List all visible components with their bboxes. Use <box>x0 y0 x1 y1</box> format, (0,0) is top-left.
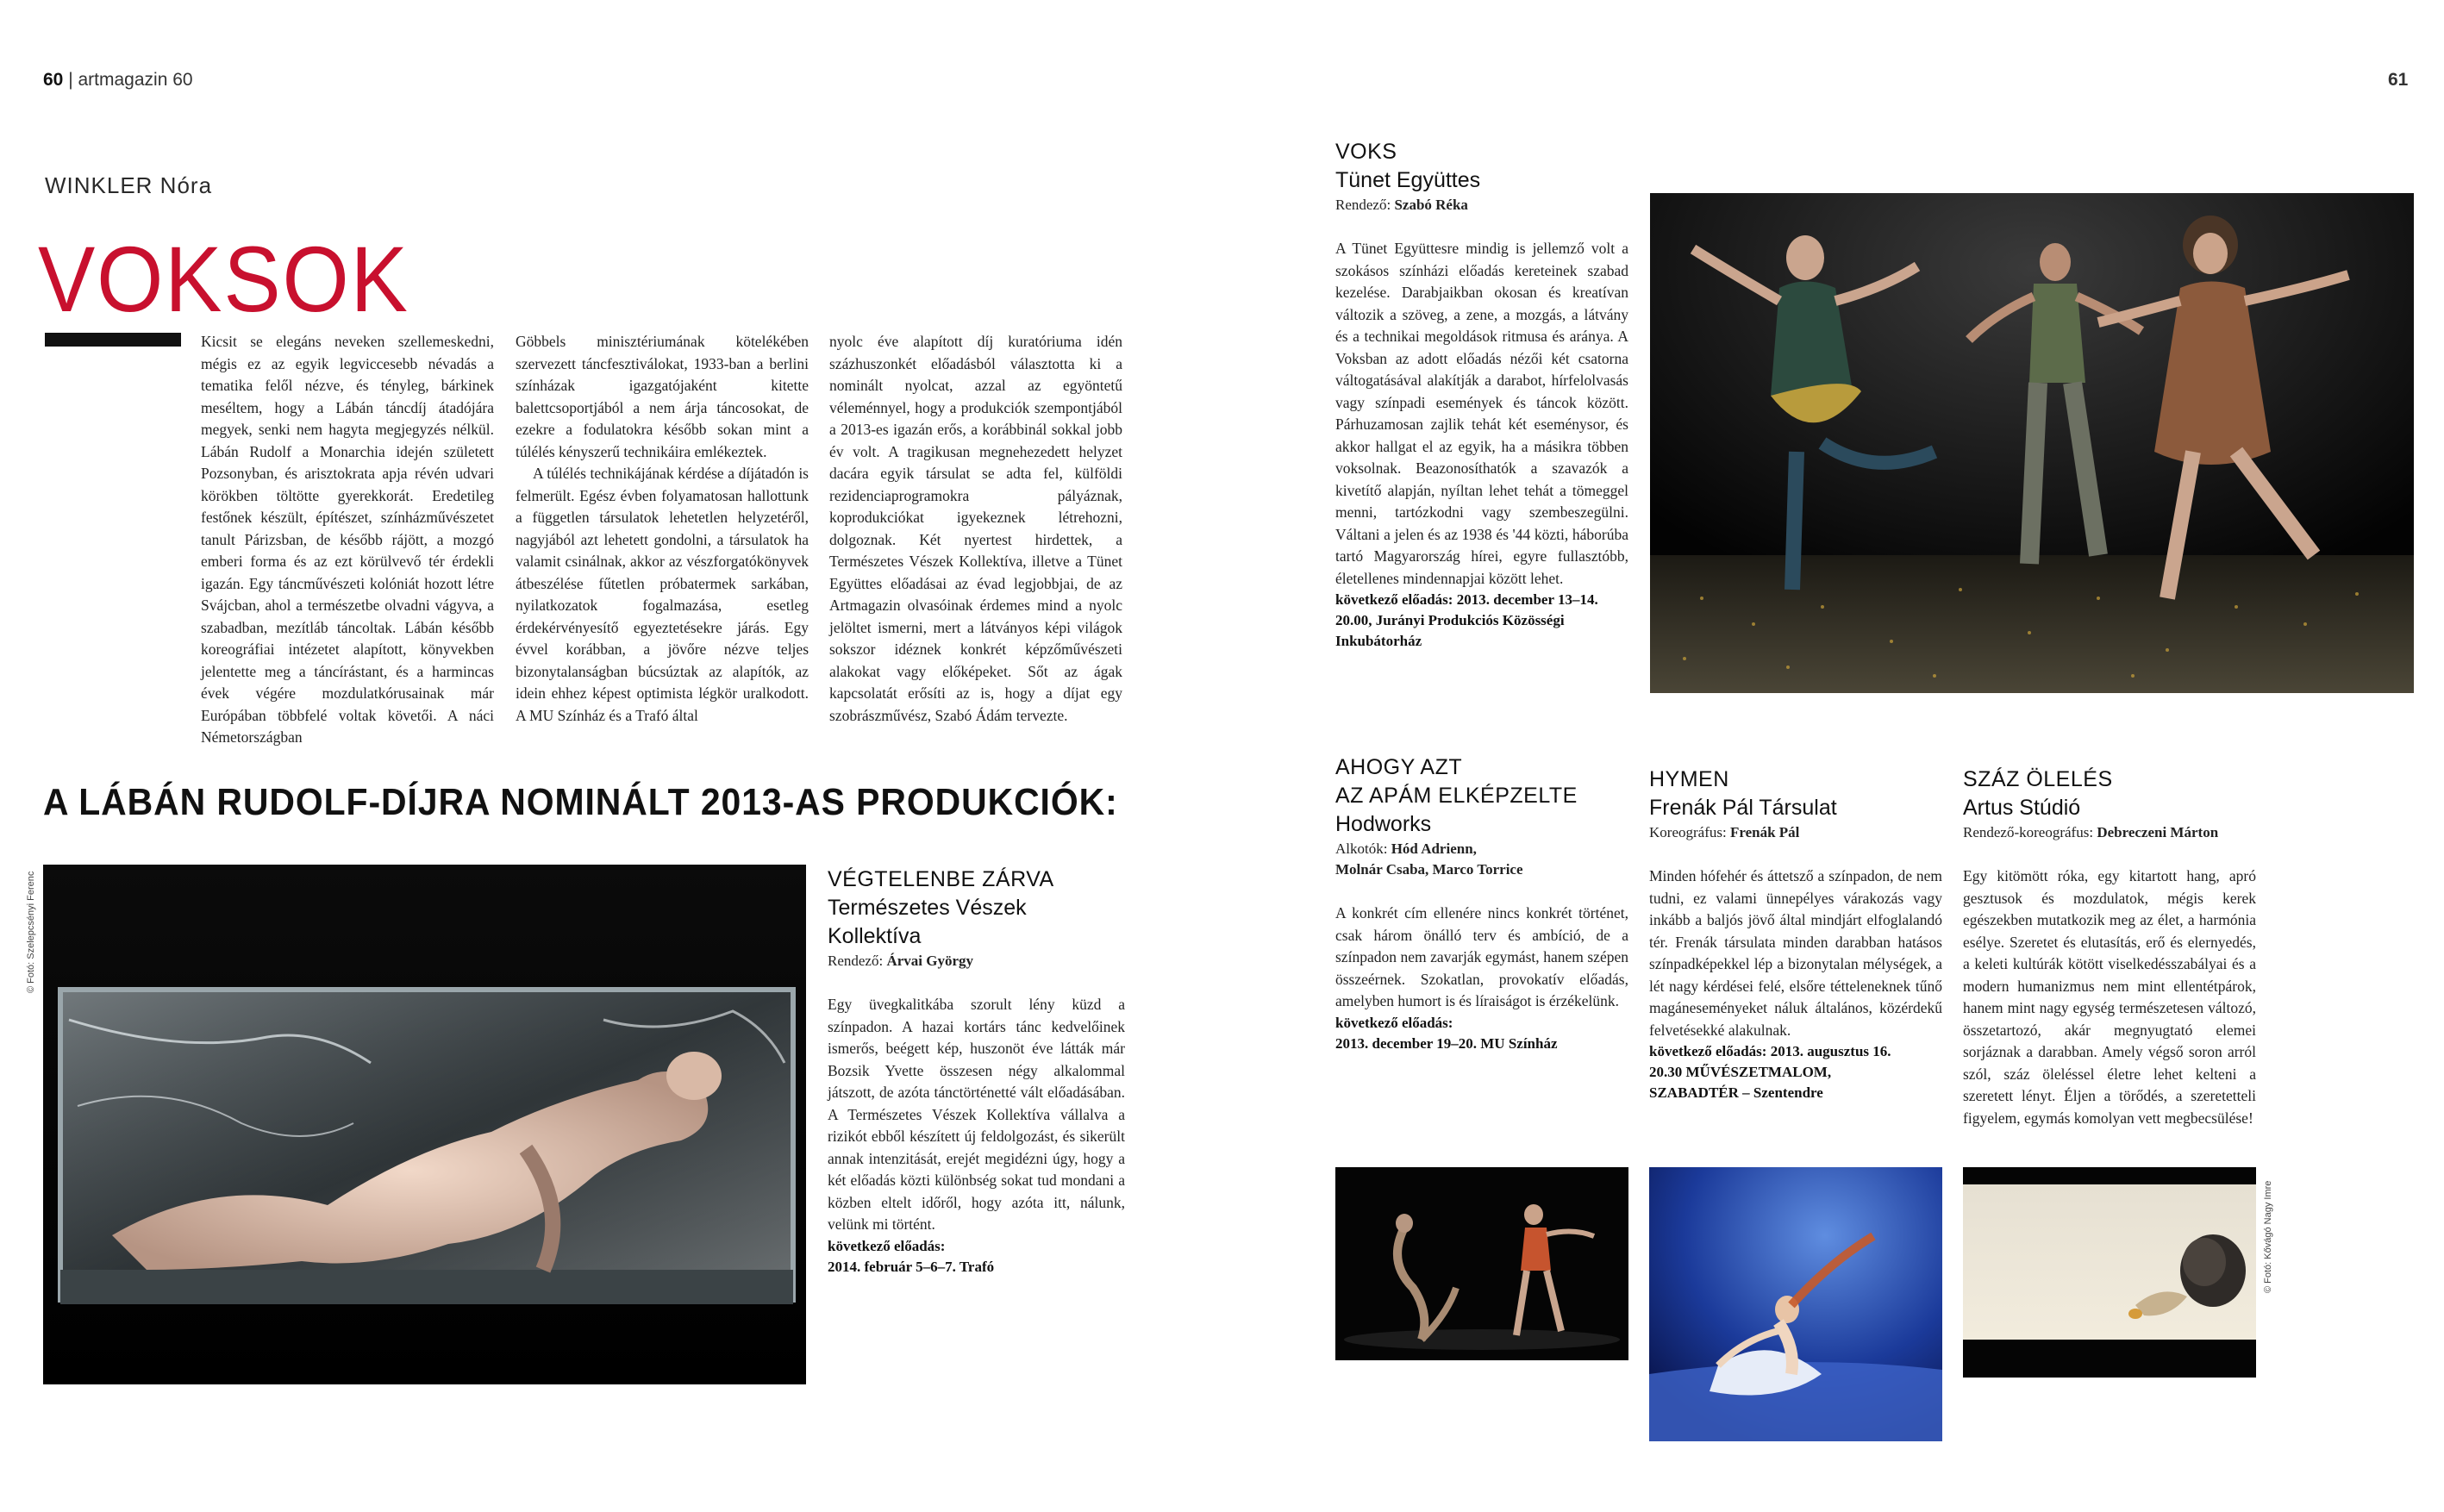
article-column-2 <box>516 331 809 727</box>
paragraph: Kicsit se elegáns neveken szellemeskedni, mégis ez az egyik legviccesebb névadás a tematika felől nézve, és tényleg, bárkinek meséltem, hogy a Lábán táncdíj átadójára megyek, senki nem hagyta megjegyzés nélkül. Lábán Rudolf a Monarchia idején született Pozsonyban, és arisztokrata apja révén udvari körökben töltötte gyerekkorát. Eredetileg festőnek készült, építészet, színházművészetet tanult Párizsban, de később rájött, a mozgó emberi forma és az ezt körülvevő tér érdekli igazán. Egy táncművészeti kolóniát hozott létre Svájcban, ahol a természetbe olvadni vágyva, a szabadban, mezítláb táncoltak. Lábán később koreográfiai intézetet alapított, könyvekben jelentette meg a táncírástant, és a harmincas évek végére mozdulatkórusainak már Európában többfelé voltak követői. A náci Németországban <box>201 333 494 746</box>
credit <box>1649 822 1942 843</box>
company-name: Hodworks <box>1335 812 1432 836</box>
production-voks <box>1335 138 1628 652</box>
fox-fur-and-dancer-image <box>1963 1167 2256 1378</box>
next-show-line-1: következő előadás: 2013. augusztus 16. <box>1649 1043 1891 1059</box>
production-description: A Tünet Együttesre mindig is jellemző volt a szokásos színházi előadás kereteinek szabad kezelése. Darabjaikban okosan és kreatívan változik a szöveg, a zene, a mozgás, a látvány és a technikai megoldások ritmusa és aránya. A Voksban az adott előadás nézői két csatorna váltogatásával alakítják a darabot, hírfelolvasás vagy színpadi események és táncok között. Párhuzamosan zajlik tehát két eseménysor, és akkor hallgat el az egyik, ha a másikra többen voksolnak. Beazonosíthatók a szavazók a kivetítő alapján, nyíltan lehet tehát a tömeggel menni, tartózkodni vagy szembeszegülni. Váltani a jelen és az 1938 és '44 közti, háborúba tartó Magyarország hírei, egyre fullasztóbb, életellenes mindennapjai között lehet. <box>1335 240 1628 587</box>
three-dancers-image <box>1650 193 2414 693</box>
credit-label: Rendező: <box>1335 197 1395 213</box>
credit <box>1963 822 2256 843</box>
photo-ahogy-azt <box>1335 1167 1628 1360</box>
credit-names-line-2: Molnár Csaba, Marco Torrice <box>1335 861 1523 878</box>
credit <box>1335 195 1628 216</box>
credit-label: Koreográfus: <box>1649 824 1730 840</box>
company-name: Artus Stúdió <box>1963 796 2081 820</box>
dancer-in-glass-box-image <box>43 865 806 1384</box>
next-show-line-3: SZABADTÉR – Szentendre <box>1649 1084 1823 1101</box>
production-title: VÉGTELENBE ZÁRVA <box>828 867 1054 891</box>
production-hymen <box>1649 765 1942 1103</box>
company-name-line-1: Természetes Vészek <box>828 896 1027 920</box>
credit-name: Frenák Pál <box>1729 824 1800 840</box>
production-title: SZÁZ ÖLELÉS <box>1963 767 2113 791</box>
photo-credit: © Fotó: Szelepcsényi Ferenc <box>26 871 36 993</box>
photo-szaz-oleles <box>1963 1167 2256 1378</box>
company-name: Frenák Pál Társulat <box>1649 796 1837 820</box>
headline: VOKSOK <box>38 227 409 331</box>
article-column-3 <box>829 331 1122 727</box>
company-name-line-2: Kollektíva <box>828 924 922 948</box>
credit-label: Rendező: <box>828 953 887 969</box>
credit-name: Szabó Réka <box>1394 197 1468 213</box>
page-number-left <box>43 70 193 91</box>
production-description: A konkrét cím ellenére nincs konkrét történet, csak három önálló terv és ambíció, de a színpadon nem zavarják egymást, hanem szépen összeérnek. Szokatlan, provokatív előadás, amelyben humort is és líraiságot is érzékelünk. <box>1335 904 1628 1009</box>
production-title: HYMEN <box>1649 767 1729 791</box>
dancer-in-blue-light-image <box>1649 1167 1942 1441</box>
photo-voks <box>1650 193 2414 693</box>
page-number-right: 61 <box>2388 70 2409 90</box>
production-title: VOKS <box>1335 140 1397 164</box>
two-dancers-image <box>1335 1167 1628 1360</box>
credit <box>828 951 1125 972</box>
credit-label: Rendező-koreográfus: <box>1963 824 2097 840</box>
page-number: 60 <box>43 70 64 90</box>
production-title-line-2: AZ APÁM ELKÉPZELTE <box>1335 784 1578 808</box>
production-description: Minden hófehér és áttetsző a színpadon, de nem tudni, ez valami ünnepélyes várakozás vagy inkább a baljós jövő által mindjárt elfoglalandó tér. Frenák társulata minden darabban hatásos színpadképekkel lép a bizonytalan mélységek, a lét nagy kérdései felé, elsőre tétteleneknek tűnő magáneseményeket náluk általános, közérdekű felvetésekké alakulnak. <box>1649 867 1942 1039</box>
article-column-1 <box>201 331 494 749</box>
production-title-line-1: AHOGY AZT <box>1335 755 1463 779</box>
credit-names-line-1: Hód Adrienn, <box>1391 840 1477 857</box>
paragraph: Göbbels minisztériumának kötelékében szervezett táncfesztiválokat, 1933-ban a berlini színházak igazgatójaként kitette balettcsoportjából a nem árja táncosokat, de ezekre a fodulatokra később sokan mint a túlélés kényszerű technikáira emlékeztek. <box>516 333 809 460</box>
paragraph: A túlélés technikájának kérdése a díjátadón is felmerült. Egész évben folyamatosan hallottunk a független társulatok lehetetlen helyzetéről, nagyjából azt lehetett gondolni, a társulatok ha valamit csinálnak, akkor az vészforgatókönyvek átbeszélése fűtetlen próbatermek sarkában, nyilatkozatok fogalmazása, esetleg érdekérvényesítő egyeztetésekre járás. Egy évvel korábban, a jövőre nézve teljes bizonytalanságban búcsúztak az alapítók, az idein ehhez képest optimista légkör uralkodott. A MU Színház és a Trafó által <box>516 465 809 724</box>
credit-label: Alkotók: <box>1335 840 1391 857</box>
next-show-date: 2013. december 19–20. MU Színház <box>1335 1034 1558 1052</box>
credit <box>1335 839 1628 859</box>
production-szaz-oleles <box>1963 765 2256 1129</box>
production-description: Egy kitömött róka, egy kitartott hang, apró gesztusok és mozdulatok, mégis kerek egészekben mutatkozik meg az élet, a harmónia esélye. Szeretet és elutasítás, erő és elernyedés, a keleti kultúrák kötött viselkedésszabályai és a modern humanizmus nem mint ellentétpárok, hanem mint nagy egység természetesen változó, összetartozó, akár megnyugtató elemei sorjáznak a darabban. Amely végső soron arról szól, száz öleléssel életre lehet kelteni a szeretett lényt. Éljen a törődés, a szeretetteli figyelem, egymás komolyan vett megbecsülése! <box>1963 867 2256 1127</box>
next-show-date: 2014. február 5–6–7. Trafó <box>828 1258 995 1275</box>
paragraph: nyolc éve alapított díj kuratóriuma idén százhuszonkét előadásból választotta ki a nominált nyolcat, azzal az egyöntetű véleménnyel, hogy a produkciók szempontjából a 2013-es igazán erős, a korábbinál sokkal jobb év volt. A tragikusan megnehezedett helyzet dacára egyik társulat se adta fel, külföldi rezidenciaprogramokra pályáznak, koprodukciókat igyekeznek létrehozni, dolgoznak. Két nyertest hirdettek, a Természetes Vészek Kollektíva, illetve a Tünet Együttes előadásai az évad legjobbjai, de az Artmagazin olvasóinak érdemes mind a nyolc jelöltet ismerni, mert a látványos képi világok sokszor idéznek konkrét képzőművészeti alakokat vagy előképeket. Sőt az ágak kapcsolatát erősíti az is, hogy a díjat egy szobrászművész, Szabó Ádám tervezte. <box>829 333 1122 724</box>
photo-vegtelenbe-zarva <box>43 865 806 1384</box>
production-description: Egy üvegkalitkába szorult lény küzd a színpadon. A hazai kortárs tánc kedvelőinek ismerős, beégett kép, huszonöt éve látták már Bozsik Yvette összesen négy alkalommal játszott, de azóta tánctörténetté vált előadásában. A Természetes Vészek Kollektíva vállalva a rizikót ebből készített új feldolgozást, és sikerült annak intenzitását, erejét megidézni úgy, hogy a két előadás közti különbség sokat tud mondani a közben eltelt időről, hogy azóta itt, nálunk, velünk mi történt. <box>828 996 1125 1233</box>
credit-name: Debreczeni Márton <box>2097 824 2219 840</box>
photo-credit: © Fotó: Kővágó Nagy Imre <box>2263 1180 2273 1293</box>
headline-rule <box>45 333 181 347</box>
magazine-name: | artmagazin 60 <box>68 70 193 90</box>
author: WINKLER Nóra <box>45 172 213 198</box>
next-show-label: következő előadás: <box>828 1237 946 1254</box>
credit-name: Árvai György <box>886 953 974 969</box>
company-name: Tünet Együttes <box>1335 168 1481 192</box>
production-vegtelenbe-zarva <box>828 865 1125 1278</box>
photo-hymen <box>1649 1167 1942 1441</box>
next-show: következő előadás: 2013. december 13–14. 20.00, Jurányi Produkciós Közösségi Inkubátorház <box>1335 591 1598 649</box>
next-show-label: következő előadás: <box>1335 1014 1453 1031</box>
production-ahogy-azt <box>1335 753 1628 1054</box>
next-show-line-2: 20.30 MŰVÉSZETMALOM, <box>1649 1064 1832 1080</box>
section-title: A LÁBÁN RUDOLF-DÍJRA NOMINÁLT 2013-AS PRODUKCIÓK: <box>43 781 1118 823</box>
